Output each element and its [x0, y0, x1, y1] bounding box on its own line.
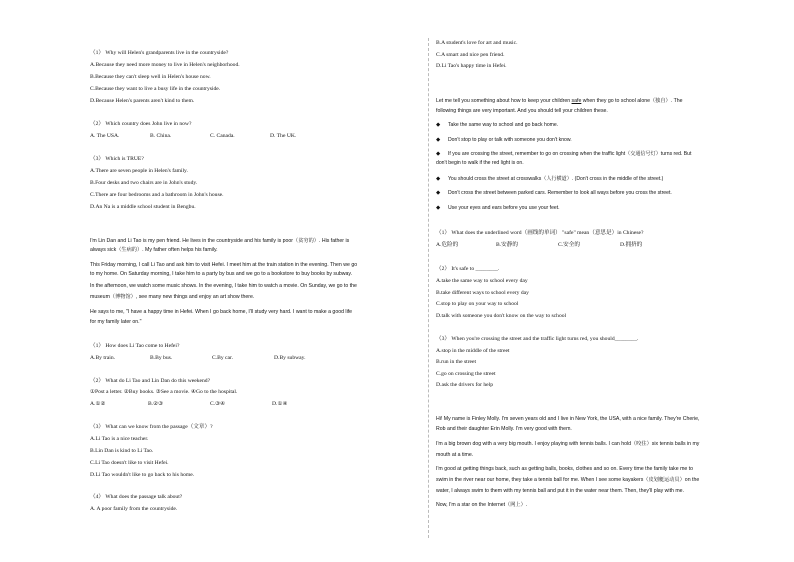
passage4-line: I'm good at getting things back, such as getting balls, books, clothes and so on. Every time the family take me to [436, 466, 694, 472]
q5-items: ①Post a letter. ②Buy books. ③See a movie. ④Go to the hospital. [90, 389, 238, 395]
bullet-text: You should cross the street at crosswalks（人行横道）. (Don't cross in the middle of the street.) [448, 176, 664, 182]
bullet-text: don't begin to walk if the red light is on. [436, 160, 524, 166]
q9-stem: （2） It's safe to ________. [436, 266, 500, 272]
q4-option-d: D.By subway. [274, 355, 306, 361]
q9-option-d: D.talk with someone you don't know on the way to school [436, 313, 567, 319]
passage2-line: to my home. On Saturday morning, I take him to a party by bus and we go to a bookstore to buy books by subway. [90, 271, 353, 277]
bullet-text: If you are crossing the street, remember to go on crossing when the traffic light（交通信号灯）turns red. But [448, 151, 692, 157]
q5-stem: （2） What do Li Tao and Lin Dan do this weekend? [90, 378, 211, 384]
q3-option-c: C.There are four bedrooms and a bathroom in John's house. [90, 192, 224, 198]
diamond-bullet-icon: ◆ [436, 137, 441, 143]
passage4-line: Hi! My name is Finley Molly. I'm seven years old and I live in New York, the USA, with a nice family. They're Cherie, [436, 416, 700, 422]
q1-option-a: A.Because they need more money to live in Helen's neighborhood. [90, 62, 240, 68]
passage2-line: This Friday morning, I call Li Tao and ask him to visit Hefei. I meet him at the train station in the evening. Then we go [90, 262, 358, 268]
bullet-item [436, 205, 766, 212]
q2-option-b: B. China. [150, 133, 172, 139]
q4-option-a: A.By train. [90, 355, 116, 361]
q3-option-b: B.Four desks and two chairs are in John's study. [90, 180, 198, 186]
q10-option-c: C.go on crossing the street [436, 371, 496, 377]
q6-stem: （3） What can we know from the passage（文章）? [90, 424, 213, 430]
q10-stem: （3） When you're crossing the street and the traffic light turns red, you should________. [436, 336, 639, 342]
q9-option-a: A.take the same way to school every day [436, 278, 528, 284]
intro-text: Let me tell you something about how to keep your children [436, 98, 572, 104]
q7-stem: （4） What does the passage talk about? [90, 494, 183, 500]
diamond-bullet-icon: ◆ [436, 190, 441, 196]
q9-option-b: B.take different ways to school every day [436, 290, 529, 296]
q2-option-a: A. The USA. [90, 133, 120, 139]
bullet-text: Use your eyes and ears before you use your feet. [448, 205, 560, 211]
passage4-line: swim in the river near our home, they take a tennis ball for me. When I see some kayakers（皮划艇运动员）on the [436, 477, 700, 483]
q6-option-c: C.Li Tao doesn't like to visit Hefei. [90, 460, 169, 466]
diamond-bullet-icon: ◆ [436, 151, 441, 157]
q9-option-c: C.stop to play on your way to school [436, 301, 519, 307]
passage4-line: Rob and their daughter Erin Molly. I'm very good with them. [436, 426, 572, 432]
diamond-bullet-icon: ◆ [436, 205, 441, 211]
q4-option-c: C.By car. [212, 355, 233, 361]
q8-option-b: B.安静的 [496, 242, 518, 248]
intro-text: when they go to school alone（独自）. The [581, 98, 683, 104]
q3-stem: （3） Which is TRUE? [90, 156, 144, 162]
bullet-text: Don't stop to play or talk with someone you don't know. [448, 137, 572, 143]
q4-option-b: B.By bus. [150, 355, 173, 361]
passage2-line: museum（博物馆）, see many new things and enjoy an art show there. [90, 294, 255, 300]
q7-option-d: D.Li Tao's happy time in Hefei. [436, 63, 507, 69]
passage2-line: always sick（生病的）. My father often helps his family. [90, 247, 218, 253]
column-divider [428, 38, 429, 538]
bullet-item [436, 137, 766, 144]
q5-option-b: B.②③ [148, 401, 164, 407]
bullet-text: Don't cross the street between parked cars. Remember to look all ways before you cross the street. [448, 190, 672, 196]
q8-option-a: A.危险的 [436, 242, 459, 248]
q6-option-d: D.Li Tao wouldn't like to go back to his home. [90, 472, 195, 478]
q6-option-b: B.Lin Dan is kind to Li Tao. [90, 448, 154, 454]
q5-option-c: C.③④ [210, 401, 226, 407]
q5-option-d: D.①④ [272, 401, 288, 407]
passage2-line: for my family later on." [90, 319, 142, 325]
q3-option-a: A.There are seven people in Helen's family. [90, 168, 188, 174]
passage2-line: He says to me, "I have a happy time in Hefei. When I go back home, I'll study very hard. I want to make a good life [90, 309, 353, 315]
q8-option-c: C.安全的 [558, 242, 580, 248]
bullet-item [436, 190, 766, 197]
passage4-line: Now, I'm a star on the Internet（网上）. [436, 502, 528, 508]
q4-stem: （1） How does Li Tao come to Hefei? [90, 343, 180, 349]
diamond-bullet-icon: ◆ [436, 176, 441, 182]
q1-stem: （1） Why will Helen's grandparents live in the countryside? [90, 50, 229, 56]
q2-option-c: C. Canada. [210, 133, 235, 139]
q8-option-d: D.拥挤的 [620, 242, 643, 248]
passage3-intro: following things are very important. And you should tell your children these. [436, 108, 608, 114]
q7-option-b: B.A student's love for art and music. [436, 40, 518, 46]
passage2-line: In the afternoon, we watch some music shows. In the evening, I take him to watch a movie. On Sunday, we go to the [90, 283, 357, 289]
q6-option-a: A.Li Tao is a nice teacher. [90, 436, 149, 442]
bullet-item [436, 176, 766, 183]
q1-option-b: B.Because they can't sleep well in Helen's house now. [90, 74, 211, 80]
q7-option-a: A. A poor family from the countryside. [90, 506, 178, 512]
bullet-text: Take the same way to school and go back home. [448, 122, 559, 128]
q8-stem: （1） What does the underlined word（画线的单词） "safe" mean（意思是）in Chinese? [436, 230, 644, 236]
bullet-item [436, 151, 766, 167]
q10-option-d: D.ask the drivers for help [436, 382, 494, 388]
q2-option-d: D. The UK. [270, 133, 297, 139]
q1-option-c: C.Because they want to live a busy life in the countryside. [90, 86, 221, 92]
passage2-line: I'm Lin Dan and Li Tao is my pen friend. He lives in the countryside and his family is poor（贫穷的）. His father is [90, 238, 350, 244]
passage4-line: water, I always swim to them with my tennis ball and put it in the water near them. Then, they'll play with me. [436, 488, 684, 494]
passage3-intro [436, 98, 683, 105]
q7-option-c: C.A smart and nice pen friend. [436, 52, 505, 58]
q5-option-a: A.①② [90, 401, 106, 407]
underlined-word-safe: safe [571, 98, 582, 104]
q1-option-d: D.Because Helen's parents aren't kind to them. [90, 98, 195, 104]
diamond-bullet-icon: ◆ [436, 122, 441, 128]
passage4-line: mouth at a time. [436, 452, 474, 458]
q10-option-b: B.run in the street [436, 359, 477, 365]
q3-option-d: D.An Na is a middle school student in Bengbu. [90, 204, 196, 210]
passage4-line: I'm a big brown dog with a very big mouth. I enjoy playing with tennis balls. I can hold（咬住）six tennis balls in my [436, 441, 700, 447]
q2-stem: （2） Which country does John live in now? [90, 121, 192, 127]
q10-option-a: A.stop in the middle of the street [436, 348, 510, 354]
bullet-item [436, 122, 766, 129]
